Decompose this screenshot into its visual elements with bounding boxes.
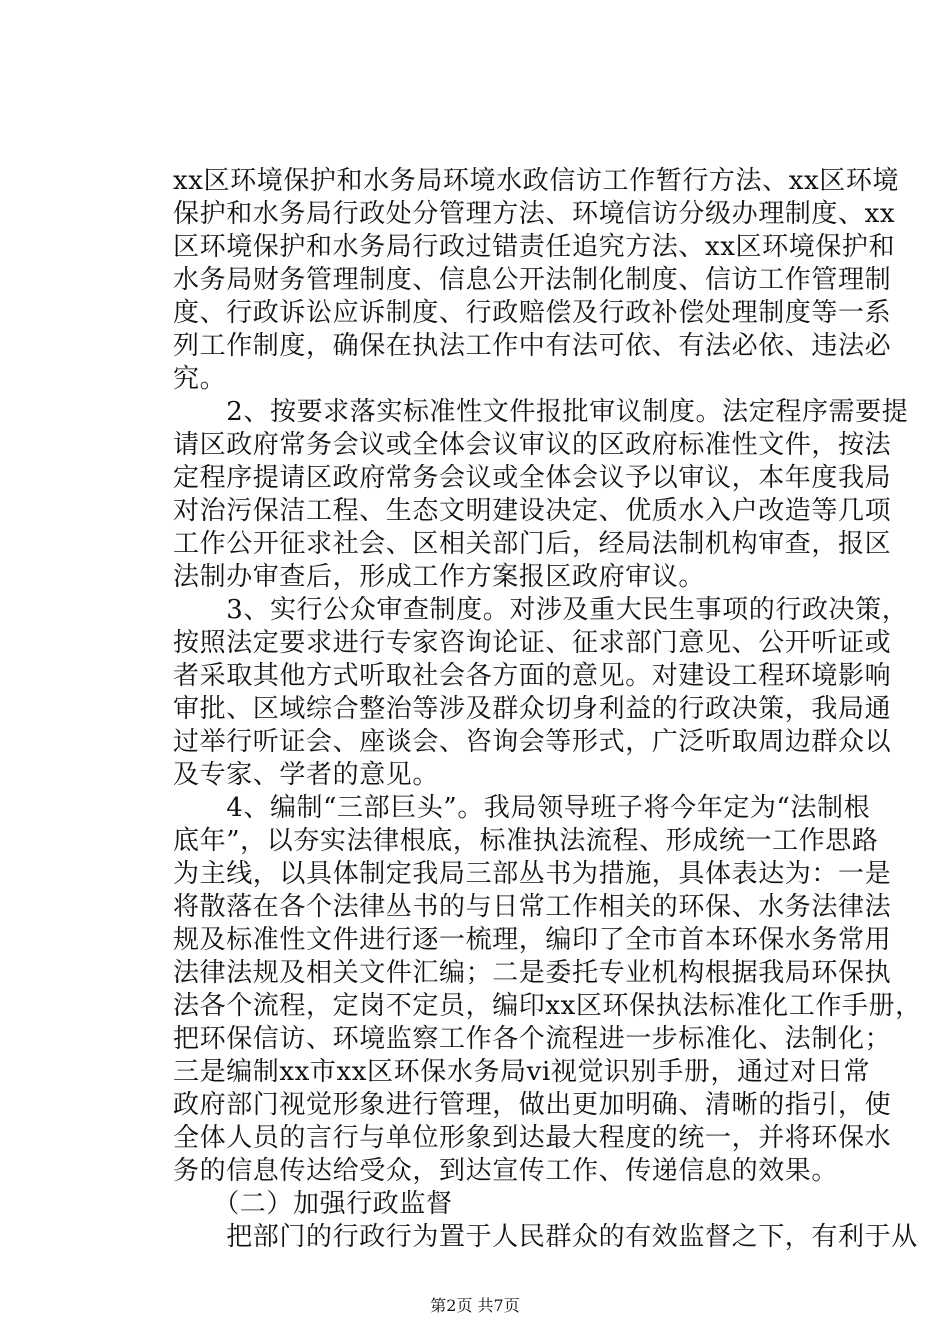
- body-text-line: 三是编制xx市xx区环保水务局vi视觉识别手册，通过对日常: [173, 1057, 871, 1087]
- body-text-line: 底年”，以夯实法律根底，标准执法流程、形成统一工作思路: [173, 826, 879, 856]
- body-text-line: 务的信息传达给受众，到达宣传工作、传递信息的效果。: [173, 1156, 839, 1186]
- body-text-line: 度、行政诉讼应诉制度、行政赔偿及行政补偿处理制度等一系: [173, 298, 892, 328]
- body-text-line: 究。: [173, 364, 227, 394]
- body-text-line: 将散落在各个法律丛书的与日常工作相关的环保、水务法律法: [173, 892, 892, 922]
- body-text-line: 过举行听证会、座谈会、咨询会等形式，广泛听取周边群众以: [173, 727, 892, 757]
- body-text-line: 审批、区域综合整治等涉及群众切身利益的行政决策，我局通: [173, 694, 892, 724]
- body-text-line: 工作公开征求社会、区相关部门后，经局法制机构审查，报区: [173, 529, 892, 559]
- page-number-footer: 第2页 共7页: [430, 1296, 520, 1315]
- body-text-line: xx区环境保护和水务局环境水政信访工作暂行方法、xx区环境: [173, 166, 900, 196]
- body-text-line: 把环保信访、环境监察工作各个流程进一步标准化、法制化；: [173, 1024, 892, 1054]
- body-text-line: 全体人员的言行与单位形象到达最大程度的统一，并将环保水: [173, 1123, 892, 1153]
- body-text-line: 3、实行公众审查制度。对涉及重大民生事项的行政决策，: [173, 595, 909, 625]
- body-text-line: 规及标准性文件进行逐一梳理，编印了全市首本环保水务常用: [173, 925, 892, 955]
- body-text-line: 及专家、学者的意见。: [173, 760, 440, 790]
- body-text-line: 政府部门视觉形象进行管理，做出更加明确、清晰的指引，使: [173, 1090, 892, 1120]
- body-text-line: 定程序提请区政府常务会议或全体会议予以审议，本年度我局: [173, 463, 892, 493]
- body-text-line: 为主线，以具体制定我局三部丛书为措施，具体表达为：一是: [173, 859, 892, 889]
- body-text-line: 者采取其他方式听取社会各方面的意见。对建设工程环境影响: [173, 661, 892, 691]
- body-text-line: 保护和水务局行政处分管理方法、环境信访分级办理制度、xx: [173, 199, 896, 229]
- body-text-line: 区环境保护和水务局行政过错责任追究方法、xx区环境保护和: [173, 232, 896, 262]
- body-text-line: 对治污保洁工程、生态文明建设决定、优质水入户改造等几项: [173, 496, 892, 526]
- body-text-line: 4、编制“三部巨头”。我局领导班子将今年定为“法制根: [173, 793, 871, 823]
- section-heading: （二）加强行政监督: [173, 1189, 453, 1219]
- body-text-line: 法各个流程，定岗不定员，编印xx区环保执法标准化工作手册，: [173, 991, 922, 1021]
- body-text-line: 法制办审查后，形成工作方案报区政府审议。: [173, 562, 706, 592]
- body-text-line: 水务局财务管理制度、信息公开法制化制度、信访工作管理制: [173, 265, 892, 295]
- body-text-line: 列工作制度，确保在执法工作中有法可依、有法必依、违法必: [173, 331, 892, 361]
- body-text-line: 按照法定要求进行专家咨询论证、征求部门意见、公开听证或: [173, 628, 892, 658]
- body-text-line: 把部门的行政行为置于人民群众的有效监督之下，有利于从: [173, 1222, 918, 1252]
- body-text-line: 法律法规及相关文件汇编；二是委托专业机构根据我局环保执: [173, 958, 892, 988]
- body-text-line: 2、按要求落实标准性文件报批审议制度。法定程序需要提: [173, 397, 909, 427]
- body-text-line: 请区政府常务会议或全体会议审议的区政府标准性文件，按法: [173, 430, 892, 460]
